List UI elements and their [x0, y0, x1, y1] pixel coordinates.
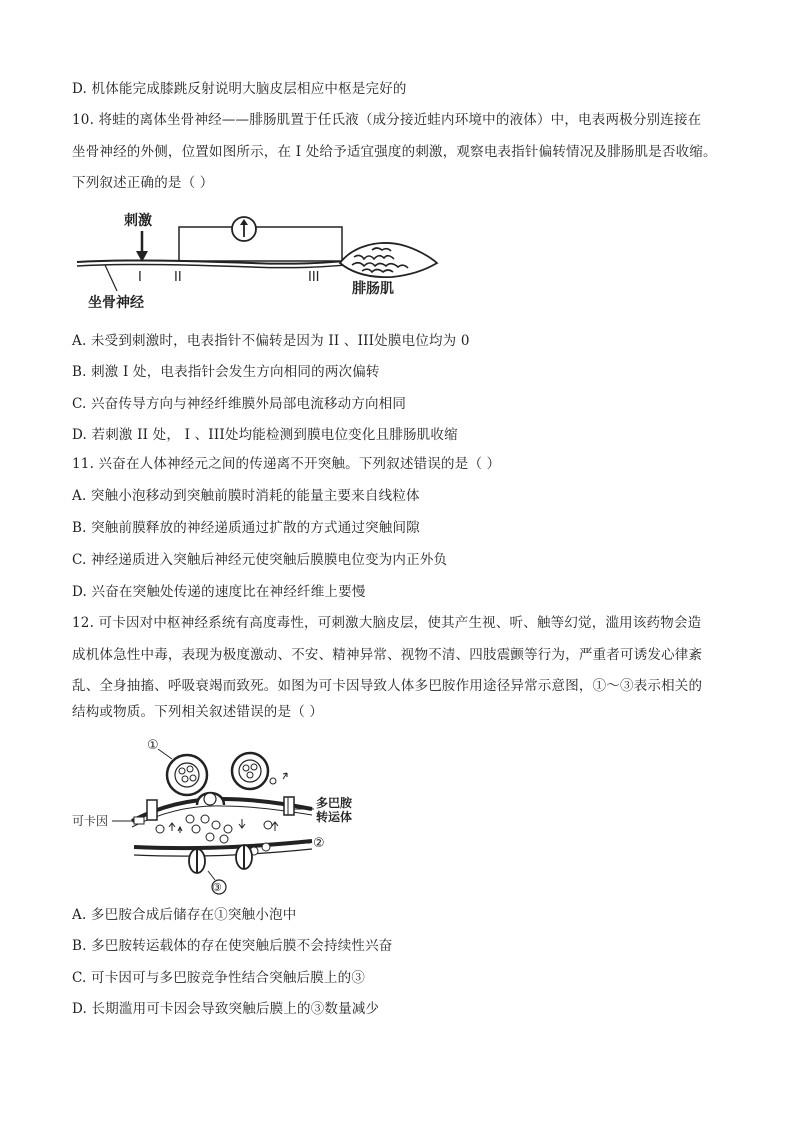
fig2-label-1: ①	[147, 738, 159, 753]
question-10-stem-1: 10. 将蛙的离体坐骨神经——腓肠肌置于任氏液（成分接近蛙内环境中的液体）中，电表两极分别连接在	[72, 112, 702, 128]
fig1-stimulus-label: 刺激	[124, 213, 152, 229]
q10-option-d: D. 若刺激 II 处， I 、III处均能检测到膜电位变化且腓肠肌收缩	[72, 427, 458, 443]
q12-option-a: A. 多巴胺合成后储存在①突触小泡中	[72, 907, 297, 923]
nerve-muscle-figure	[72, 205, 442, 315]
q10-option-b: B. 刺激 I 处，电表指针会发生方向相同的两次偏转	[72, 364, 380, 380]
gastrocnemius-muscle-icon	[340, 243, 437, 277]
question-12-stem-4: 结构或物质。下列相关叙述错误的是（ ）	[72, 704, 324, 720]
line-option-d-prev: D. 机体能完成膝跳反射说明大脑皮层相应中枢是完好的	[72, 81, 407, 97]
synaptic-vesicle-icon	[167, 755, 207, 795]
fig2-cocaine-label: 可卡因	[72, 814, 109, 828]
fig1-muscle-label: 腓肠肌	[352, 281, 394, 297]
fig1-position-ii: II	[174, 270, 182, 285]
q12-option-c: C. 可卡因可与多巴胺竞争性结合突触后膜上的③	[72, 970, 366, 986]
q11-option-c: C. 神经递质进入突触后神经元使突触后膜膜电位变为内正外负	[72, 552, 448, 568]
fig2-label-3: ③	[212, 881, 222, 894]
dopamine-receptor-icon-2	[236, 845, 252, 869]
fig1-position-i: I	[138, 270, 142, 285]
synaptic-vesicle-icon-2	[232, 753, 268, 789]
dopamine-transporter-right	[284, 797, 294, 815]
q11-option-a: A. 突触小泡移动到突触前膜时消耗的能量主要来自线粒体	[72, 488, 420, 504]
fig1-nerve-label: 坐骨神经	[88, 295, 144, 311]
fig2-transporter-label-1: 多巴胺	[316, 796, 353, 810]
question-11-stem: 11. 兴奋在人体神经元之间的传递离不开突触。下列叙述错误的是（ ）	[72, 456, 501, 472]
dopamine-receptor-icon	[189, 849, 205, 873]
synapse-figure	[72, 733, 372, 898]
dopamine-transporter-left	[147, 800, 157, 820]
fig1-position-iii: III	[308, 270, 320, 285]
q11-option-d: D. 兴奋在突触处传递的速度比在神经纤维上要慢	[72, 584, 366, 600]
question-10-stem-3: 下列叙述正确的是（ ）	[72, 175, 214, 191]
question-12-stem-1: 12. 可卡因对中枢神经系统有高度毒性，可刺激大脑皮层，使其产生视、听、触等幻觉，滥用该药物会造	[72, 615, 702, 631]
question-12-stem-2: 成机体急性中毒，表现为极度激动、不安、精神异常、视物不清、四肢震颤等行为，严重者可诱发心律紊	[72, 647, 703, 663]
question-12-stem-3: 乱、全身抽搐、呼吸衰竭而致死。如图为可卡因导致人体多巴胺作用途径异常示意图，①～③表示相关的	[72, 678, 703, 694]
question-10-stem-2: 坐骨神经的外侧，位置如图所示，在 I 处给予适宜强度的刺激，观察电表指针偏转情况及腓肠肌是否收缩。	[72, 144, 717, 160]
exocytosis-vesicle-icon	[197, 793, 224, 805]
cocaine-molecule-icon	[134, 817, 144, 824]
q12-option-d: D. 长期滥用可卡因会导致突触后膜上的③数量减少	[72, 1001, 380, 1017]
q10-option-a: A. 未受到刺激时，电表指针不偏转是因为 II 、III处膜电位均为 0	[72, 333, 470, 349]
fig2-transporter-label-2: 转运体	[316, 810, 353, 824]
q10-option-c: C. 兴奋传导方向与神经纤维膜外局部电流移动方向相同	[72, 396, 407, 412]
q11-option-b: B. 突触前膜释放的神经递质通过扩散的方式通过突触间隙	[72, 520, 420, 536]
q12-option-b: B. 多巴胺转运载体的存在使突触后膜不会持续性兴奋	[72, 938, 393, 954]
fig2-label-2: ②	[313, 836, 325, 851]
